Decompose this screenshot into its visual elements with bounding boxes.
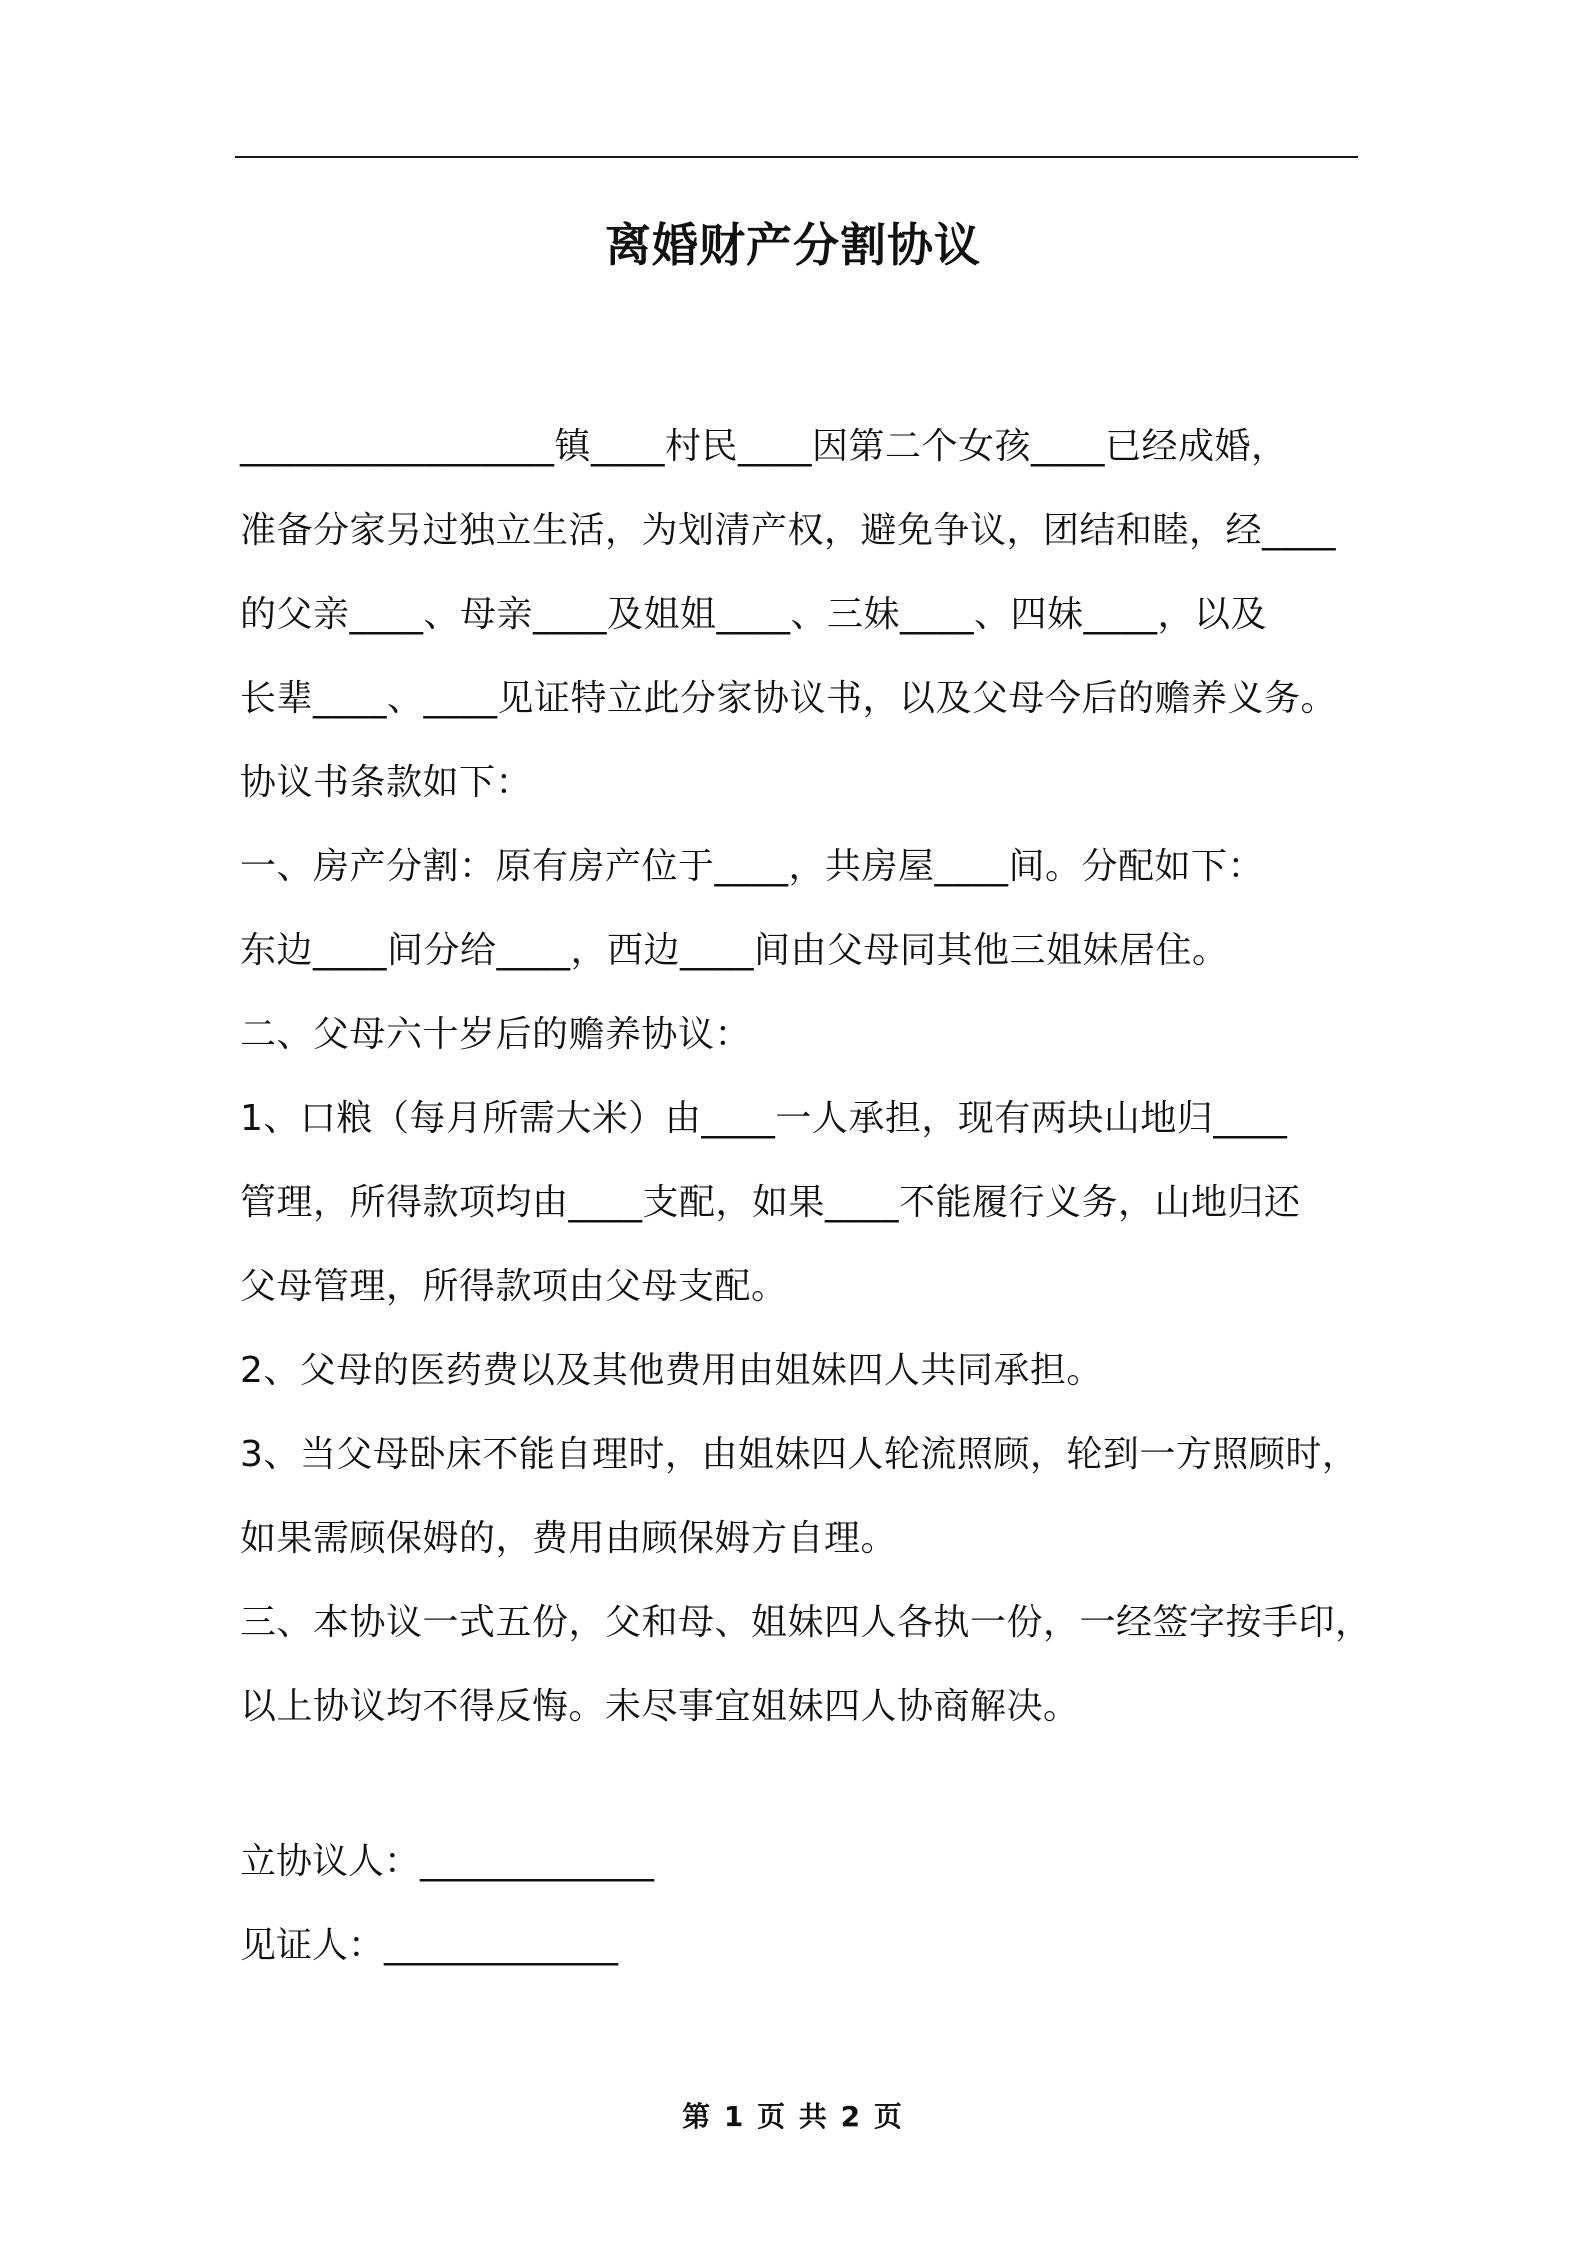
header-rule xyxy=(235,156,1358,158)
text-line-12: 2、父母的医药费以及其他费用由姐妹四人共同承担。 xyxy=(240,1350,1103,1391)
text-line-14: 如果需顾保姆的，费用由顾保姆方自理。 xyxy=(240,1518,898,1559)
text-line-8: 二、父母六十岁后的赡养协议： xyxy=(240,1014,752,1055)
witness-signature-line: 见证人：_____________ xyxy=(240,1925,619,1966)
text-line-3: 的父亲____、母亲____及姐姐____、三妹____、四妹____，以及 xyxy=(240,594,1268,635)
text-line-1: _________________镇____村民____因第二个女孩____已经成婚， xyxy=(240,426,1288,467)
signature-block xyxy=(240,1820,1380,1988)
text-line-9: 1、口粮（每月所需大米）由____一人承担，现有两块山地归____ xyxy=(240,1098,1288,1139)
text-line-7: 东边____间分给____，西边____间由父母同其他三姐妹居住。 xyxy=(240,930,1229,971)
text-line-5: 协议书条款如下： xyxy=(240,762,533,803)
agreement-body xyxy=(240,405,1380,1749)
text-line-2: 准备分家另过独立生活，为划清产权，避免争议，团结和睦，经____ xyxy=(240,510,1337,551)
text-line-6: 一、房产分割：原有房产位于____，共房屋____间。分配如下： xyxy=(240,846,1265,887)
text-line-10: 管理，所得款项均由____支配，如果____不能履行义务，山地归还 xyxy=(240,1182,1301,1223)
text-line-11: 父母管理，所得款项由父母支配。 xyxy=(240,1266,788,1307)
text-line-16: 以上协议均不得反悔。未尽事宜姐妹四人协商解决。 xyxy=(240,1686,1080,1727)
party-signature-line: 立协议人：_____________ xyxy=(240,1841,655,1882)
text-line-4: 长辈____、____见证特立此分家协议书，以及父母今后的赡养义务。 xyxy=(240,678,1338,719)
page-footer: 第 1 页 共 2 页 xyxy=(682,2100,904,2133)
document-title: 离婚财产分割协议 xyxy=(605,218,981,272)
text-line-15: 三、本协议一式五份，父和母、姐妹四人各执一份，一经签字按手印， xyxy=(240,1602,1372,1643)
text-line-13: 3、当父母卧床不能自理时，由姐妹四人轮流照顾，轮到一方照顾时， xyxy=(240,1434,1359,1475)
